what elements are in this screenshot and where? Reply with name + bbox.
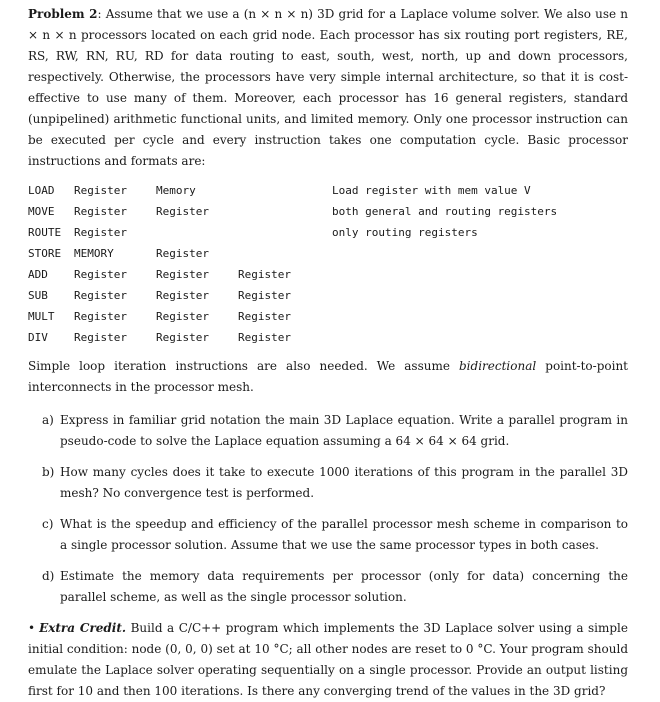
extra-credit-text: Build a C/C++ program which implements the 3D Laplace solver using a simple initial condition: node (0, 0, 0) set at 10 °C; all other nodes are reset to 0 °C. Your program should emulate the Laplace solver operating sequentially on a single processor. Provide an output listing first for 10 and then 100 iterations. Is there any converging trend of the values in the 3D grid? bbox=[28, 621, 628, 698]
instr-opcode: LOAD bbox=[28, 184, 55, 197]
instr-opcode: MULT bbox=[28, 310, 55, 323]
problem-document bbox=[28, 4, 628, 702]
problem-intro bbox=[28, 4, 628, 172]
question-label: a) bbox=[42, 413, 54, 427]
instr-operand-3: Register bbox=[238, 289, 291, 302]
question-label: d) bbox=[42, 569, 55, 583]
question-list bbox=[28, 410, 628, 608]
problem-intro-text: : Assume that we use a (n × n × n) 3D grid for a Laplace volume solver. We also use n × n × n processors located on each grid node. Each processor has six routing port registers, RE, RS, RW, RN, RU, RD for data routing to east, south, west, north, up and down processors, respectively. Otherwise, the processors have very simple internal architecture, so that it is cost-effective to use many of them. Moreover, each processor has 16 general registers, standard (unpipelined) arithmetic functional units, and limited memory. Only one processor instruction can be executed per cycle and every instruction takes one computation cycle. Basic processor instructions and formats are: bbox=[28, 7, 628, 168]
problem-label: Problem 2 bbox=[28, 7, 98, 21]
loop-paragraph bbox=[28, 356, 628, 398]
question-text: What is the speedup and efficiency of the parallel processor mesh scheme in comparison to a single processor solution. Assume that we use the same processor types in both cases. bbox=[60, 517, 628, 552]
instr-note: only routing registers bbox=[332, 226, 478, 239]
instr-opcode: SUB bbox=[28, 289, 48, 302]
question-text: Estimate the memory data requirements per processor (only for data) concerning the parallel scheme, as well as the single processor solution. bbox=[60, 569, 628, 604]
instr-operand-2: Register bbox=[156, 268, 209, 281]
instr-operand-1: Register bbox=[74, 331, 127, 344]
instr-operand-2: Register bbox=[156, 289, 209, 302]
instr-opcode: ROUTE bbox=[28, 226, 62, 239]
instr-opcode: STORE bbox=[28, 247, 62, 260]
instr-operand-1: MEMORY bbox=[74, 247, 114, 260]
loop-text-before: Simple loop iteration instructions are also needed. We assume bbox=[28, 359, 459, 373]
instr-operand-1: Register bbox=[74, 310, 127, 323]
instr-operand-2: Register bbox=[156, 310, 209, 323]
bidirectional-emphasis: bidirectional bbox=[459, 359, 537, 373]
bullet-icon: • bbox=[28, 621, 36, 635]
question-label: b) bbox=[42, 465, 55, 479]
instr-operand-2: Register bbox=[156, 331, 209, 344]
question-text: Express in familiar grid notation the main 3D Laplace equation. Write a parallel program in pseudo-code to solve the Laplace equation assuming a 64 × 64 × 64 grid. bbox=[60, 413, 628, 448]
instr-opcode: ADD bbox=[28, 268, 48, 281]
instr-operand-3: Register bbox=[238, 268, 291, 281]
instr-operand-1: Register bbox=[74, 289, 127, 302]
extra-credit bbox=[28, 618, 628, 702]
instr-note: both general and routing registers bbox=[332, 205, 558, 218]
question-item bbox=[42, 514, 628, 556]
instr-operand-1: Register bbox=[74, 268, 127, 281]
question-text: How many cycles does it take to execute 1000 iterations of this program in the parallel 3D mesh? No convergence test is performed. bbox=[60, 465, 628, 500]
instr-operand-2: Register bbox=[156, 247, 209, 260]
question-item bbox=[42, 566, 628, 608]
question-label: c) bbox=[42, 517, 54, 531]
instr-opcode: DIV bbox=[28, 331, 48, 344]
instr-operand-3: Register bbox=[238, 310, 291, 323]
instr-operand-2: Memory bbox=[156, 184, 196, 197]
instr-opcode: MOVE bbox=[28, 205, 55, 218]
instr-operand-2: Register bbox=[156, 205, 209, 218]
instr-operand-1: Register bbox=[74, 184, 127, 197]
instr-note: Load register with mem value V bbox=[332, 184, 531, 197]
instr-operand-1: Register bbox=[74, 226, 127, 239]
question-item bbox=[42, 462, 628, 504]
question-item bbox=[42, 410, 628, 452]
instr-operand-3: Register bbox=[238, 331, 291, 344]
loop-text-after: point-to-point interconnects in the processor mesh. bbox=[28, 359, 629, 394]
extra-credit-label: Extra Credit. bbox=[39, 621, 127, 635]
instruction-table bbox=[28, 180, 628, 348]
instr-operand-1: Register bbox=[74, 205, 127, 218]
